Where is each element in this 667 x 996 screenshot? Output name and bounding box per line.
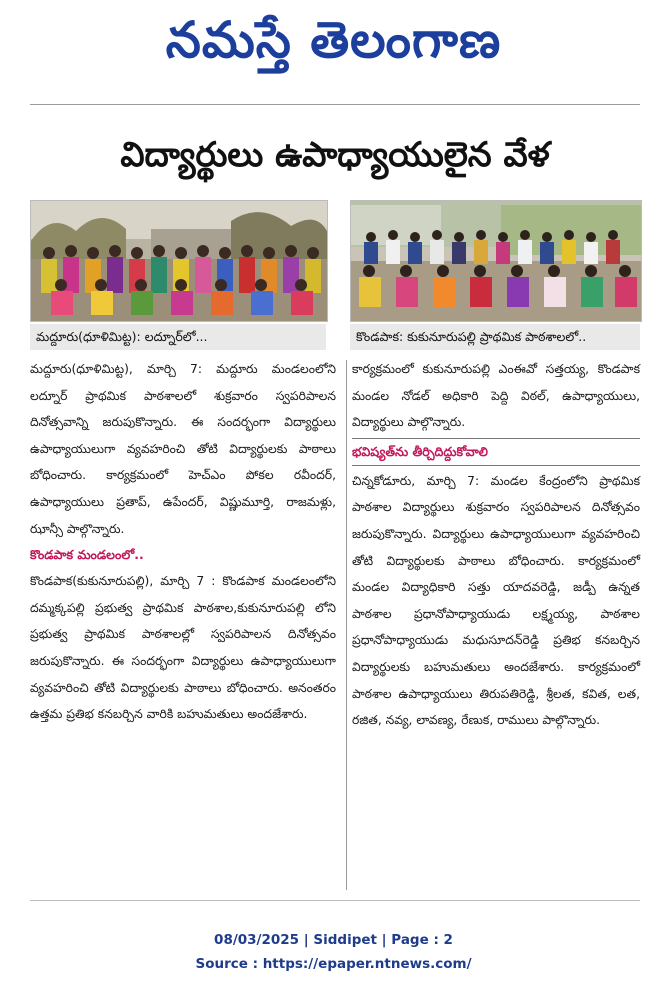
column-divider xyxy=(346,360,347,890)
group-photo-ladnur xyxy=(31,201,327,321)
masthead-divider xyxy=(30,104,640,105)
right-paragraph-1: కార్యక్రమంలో కుకునూరుపల్లి ఎంఈవో సత్తయ్య, కొండపాక మండల నోడల్ అధికారి పెద్ది విఠల్, ఉపాధ్యాయులు, విద్యార్థులు పాల్గొన్నారు. xyxy=(352,362,640,430)
left-paragraph-2: కొండపాక(కుకునూరుపల్లి), మార్చి 7 : కొండపాక మండలంలోని దమ్మక్కపల్లి ప్రభుత్వ ప్రాథమిక పాఠశాల,కుకునూరుపల్లి లోని ప్రభుత్వ ప్రాథమిక పాఠశాలల్లో స్వపరిపాలన దినోత్సవం జరుపుకొన్నారు. ఈ సందర్భంగా విద్యార్థులు ఉపాధ్యాయులుగా వ్యవహరించి తోటి విద్యార్థులకు పాఠాలు బోధించారు. అనంతరం ఉత్తమ ప్రతిభ కనబర్చిన వారికి బహుమతులు అందజేశారు. xyxy=(30,574,336,722)
masthead-title: నమస్తే తెలంగాణ xyxy=(165,10,502,69)
photo-left-caption: మద్దూరు(ధూళిమిట్ట): లద్నూర్‌లో... xyxy=(30,324,326,350)
footer-divider xyxy=(30,900,640,901)
left-subhead: కొండపాక మండలంలో.. xyxy=(30,547,144,563)
masthead xyxy=(0,4,667,76)
footer-date-line: 08/03/2025 | Siddipet | Page : 2 xyxy=(214,932,453,948)
right-subhead: భవిష్యత్‌ను తీర్చిదిద్దుకోవాలి xyxy=(352,438,640,466)
article-right-column xyxy=(352,356,640,734)
left-paragraph-1: మద్దూరు(ధూళిమిట్ట), మార్చి 7: మద్దూరు మండలంలోని లద్నూర్ ప్రాథమిక పాఠశాలలో శుక్రవారం స్వపరిపాలన దినోత్సవాన్ని జరుపుకొన్నారు. ఈ సందర్భంగా విద్యార్థులు ఉపాధ్యాయులుగా వ్యవహరించి తోటి విద్యార్థులకు పాఠాలు బోధించారు. కార్యక్రమంలో హెచ్‌ఎం పోకల రవీందర్, ఉపాధ్యాయులు ప్రతాప్, ఉపేందర్, విష్ణుమూర్తి, రాజమళ్లు, ఝాన్సీ పాల్గొన్నారు. xyxy=(30,362,336,536)
photo-right xyxy=(350,200,642,322)
article-left-column xyxy=(30,356,336,728)
photo-left xyxy=(30,200,328,322)
photo-right-caption: కొండపాక: కుకునూరుపల్లి ప్రాథమిక పాఠశాలలో.. xyxy=(350,324,640,350)
right-paragraph-2: చిన్నకోడూరు, మార్చి 7: మండల కేంద్రంలోని ప్రాథమిక పాఠశాల విద్యార్థులు శుక్రవారం స్వపరిపాలన దినోత్సవం జరుపుకొన్నారు. విద్యార్థులు ఉపాధ్యాయులుగా వ్యవహరించి తోటి విద్యార్థులకు పాఠాలు బోధించారు. కార్యక్రమంలో మండల విద్యాధికారి సత్తు యాదవరెడ్డి, జడ్పీ ఉన్నత పాఠశాల ప్రధానోపాధ్యాయుడు లక్ష్మయ్య, పాఠశాల ప్రధానోపాధ్యాయుడు మధుసూదన్‌రెడ్డి ప్రతిభ కనబర్చిన విద్యార్థులకు బహుమతులు అందజేశారు. కార్యక్రమంలో పాఠశాల ఉపాధ్యాయులు తిరుపతిరెడ్డి, శ్రీలత, కవిత, లత, రజిత, నవ్య, లావణ్య, రేణుక, రాములు పాల్గొన్నారు. xyxy=(352,473,640,728)
footer-source-line: Source : https://epaper.ntnews.com/ xyxy=(195,956,472,972)
article-headline: విద్యార్థులు ఉపాధ్యాయులైన వేళ xyxy=(120,135,550,175)
group-photo-kukunurpally xyxy=(351,201,641,321)
